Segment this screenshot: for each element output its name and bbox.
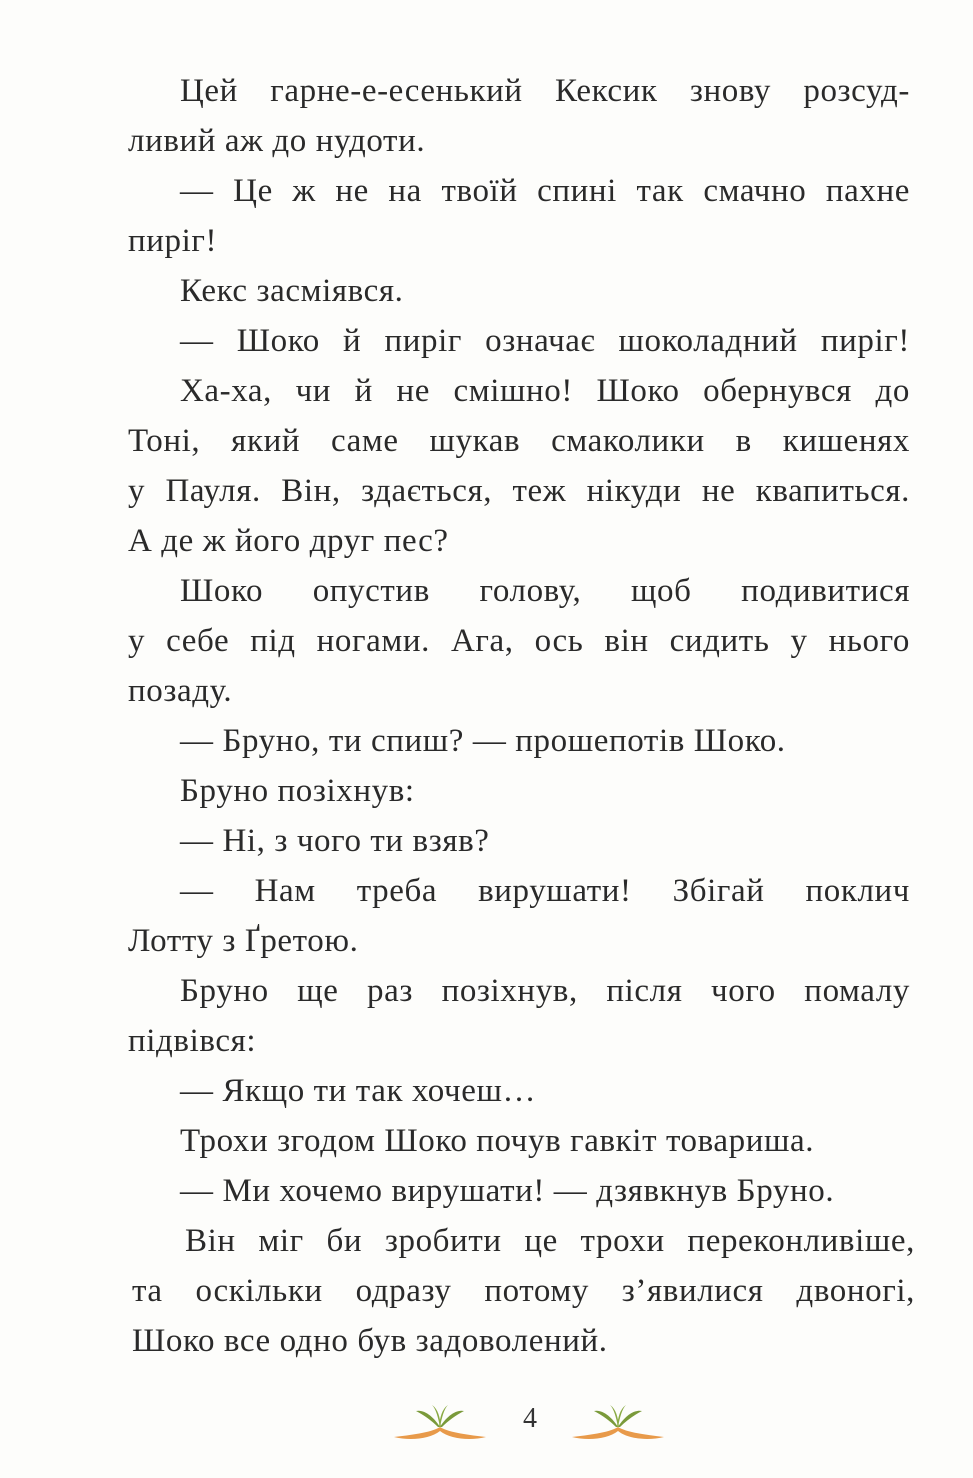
carrot-icon xyxy=(390,1399,490,1449)
text-line: Бруно ще раз позіхнув, після чого помалу xyxy=(180,973,910,1009)
text-line: А де ж його друг пес? xyxy=(128,523,449,559)
text-line: — Ми хочемо вирушати! — дзявкнув Бруно. xyxy=(180,1173,835,1209)
text-line: Шоко все одно був задоволений. xyxy=(132,1323,608,1359)
text-line: та оскільки одразу потому з’явилися двоногі, xyxy=(132,1273,915,1309)
text-line: Він міг би зробити це трохи переконливіше, xyxy=(185,1223,915,1259)
text-line: Лотту з Ґретою. xyxy=(128,923,359,959)
text-line: — Якщо ти так хочеш… xyxy=(180,1073,537,1109)
text-line: підвівся: xyxy=(128,1023,257,1059)
carrot-icon xyxy=(568,1399,668,1449)
text-line: — Бруно, ти спиш? — прошепотів Шоко. xyxy=(180,723,786,759)
text-line: — Шоко й пиріг означає шоколадний пиріг! xyxy=(180,323,910,359)
text-line: у Пауля. Він, здається, теж нікуди не квапиться. xyxy=(128,473,910,509)
text-line: — Нам треба вирушати! Збігай поклич xyxy=(180,873,910,909)
text-line: у себе під ногами. Ага, ось він сидить у нього xyxy=(128,623,910,659)
text-line: — Це ж не на твоїй спині так смачно пахне xyxy=(180,173,910,209)
text-line: Трохи згодом Шоко почув гавкіт товариша. xyxy=(180,1123,815,1159)
text-line: Тоні, який саме шукав смаколики в кишенях xyxy=(128,423,910,459)
page-number: 4 xyxy=(523,1403,537,1434)
text-line: Кекс засміявся. xyxy=(180,273,404,309)
text-line: Ха-ха, чи й не смішно! Шоко обернувся до xyxy=(180,373,910,409)
text-line: — Ні, з чого ти взяв? xyxy=(180,823,490,859)
text-line: Бруно позіхнув: xyxy=(180,773,415,809)
text-line: пиріг! xyxy=(128,223,218,259)
text-line: Цей гарне-е-есенький Кексик знову розсуд- xyxy=(180,73,910,109)
text-line: Шоко опустив голову, щоб подивитися xyxy=(180,573,910,609)
text-line: позаду. xyxy=(128,673,233,709)
text-line: ливий аж до нудоти. xyxy=(128,123,426,159)
page-footer xyxy=(0,1395,973,1455)
